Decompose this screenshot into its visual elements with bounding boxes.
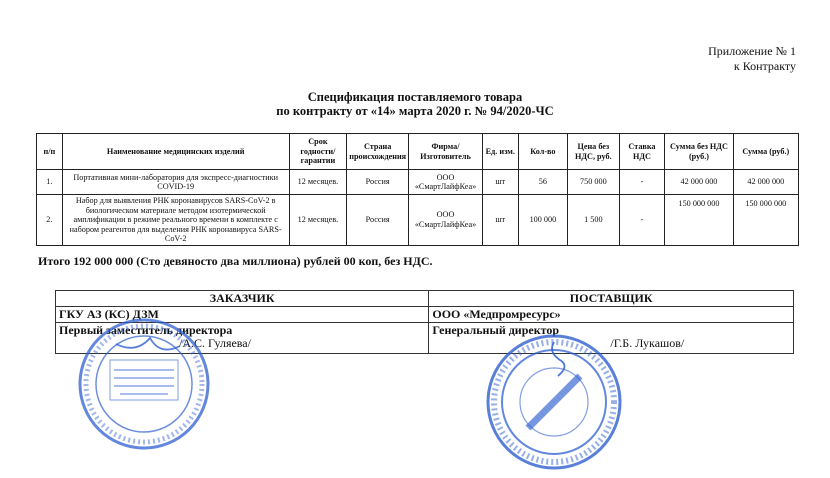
header-cell: Сумма без НДС (руб.): [665, 134, 733, 170]
table-cell: 42 000 000: [665, 170, 733, 195]
table-cell: 150 000 000: [733, 195, 798, 246]
table-cell: 150 000 000: [665, 195, 733, 246]
header-cell: Фирма/ Изготовитель: [409, 134, 483, 170]
supplier-header: ПОСТАВЩИК: [429, 291, 794, 307]
header-cell: Ставка НДС: [619, 134, 665, 170]
specification-table: [36, 133, 799, 246]
table-cell: шт: [482, 170, 518, 195]
supplier-name: /Г.Б. Лукашов/: [610, 336, 685, 350]
table-header-row: [37, 134, 799, 170]
appendix-line2: к Контракту: [733, 59, 796, 73]
header-cell: Наименование медицинских изделий: [62, 134, 289, 170]
supplier-position: Генеральный директор: [432, 323, 560, 337]
customer-header: ЗАКАЗЧИК: [56, 291, 429, 307]
header-cell: Сумма (руб.): [733, 134, 798, 170]
table-row: [37, 170, 799, 195]
customer-org: ГКУ АЗ (КС) ДЗМ: [56, 307, 429, 323]
table-cell: ООО «СмартЛайфКеа»: [409, 170, 483, 195]
table-cell: 12 месяцев.: [289, 195, 347, 246]
table-row: [37, 195, 799, 246]
table-cell: Россия: [347, 195, 409, 246]
header-cell: Ед. изм.: [482, 134, 518, 170]
table-cell: 56: [518, 170, 567, 195]
total-amount: Итого 192 000 000 (Сто девяносто два миллиона) рублей 00 коп, без НДС.: [38, 254, 433, 268]
table-cell: шт: [482, 195, 518, 246]
table-cell: 750 000: [568, 170, 619, 195]
supplier-org: ООО «Медпромресурс»: [429, 307, 794, 323]
header-cell: Срок годности/ гарантии: [289, 134, 347, 170]
header-cell: Цена без НДС, руб.: [568, 134, 619, 170]
table-cell: 42 000 000: [733, 170, 798, 195]
table-cell: 100 000: [518, 195, 567, 246]
table-cell: -: [619, 195, 665, 246]
table-cell: ООО «СмартЛайфКеа»: [409, 195, 483, 246]
table-cell: 2.: [37, 195, 63, 246]
table-cell: 1 500: [568, 195, 619, 246]
appendix-line1: Приложение № 1: [708, 44, 796, 58]
title-line1: Спецификация поставляемого товара: [307, 90, 523, 104]
header-cell: Страна происхождения: [347, 134, 409, 170]
table-cell: Набор для выявления РНК коронавирусов SARS-CoV-2 в биологическом материале методом изотермической амплификации в режиме реального времени в комплекте с набором реагентов для выделения РНК коронавируса SARS-CoV-2: [62, 195, 289, 246]
document-title: [0, 90, 830, 118]
header-cell: Кол-во: [518, 134, 567, 170]
supplier-stamp-icon: [484, 332, 624, 472]
table-cell: 1.: [37, 170, 63, 195]
table-cell: Россия: [347, 170, 409, 195]
customer-stamp-icon: [76, 316, 212, 452]
header-cell: п/п: [37, 134, 63, 170]
table-cell: Портативная мини-лаборатория для экспресс-диагностики COVID-19: [62, 170, 289, 195]
customer-name: /А.С. Гуляева/: [179, 336, 251, 350]
table-cell: 12 месяцев.: [289, 170, 347, 195]
appendix-note: [708, 44, 796, 74]
customer-position: Первый заместитель директора: [59, 323, 233, 337]
title-line2: по контракту от «14» марта 2020 г. № 94/2020-ЧС: [276, 104, 554, 118]
table-cell: -: [619, 170, 665, 195]
